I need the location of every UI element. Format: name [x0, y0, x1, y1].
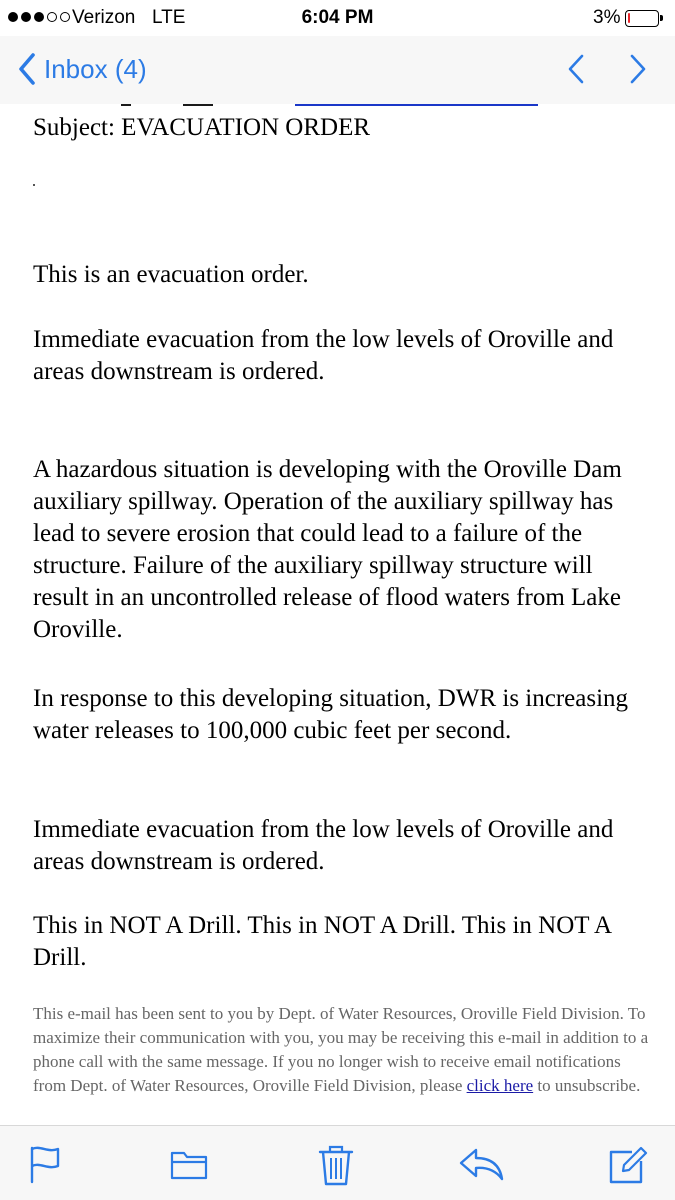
flag-button[interactable]	[28, 1144, 64, 1189]
back-to-inbox-button[interactable]	[18, 52, 147, 86]
chevron-right-icon	[629, 53, 647, 85]
stray-dot	[33, 184, 35, 186]
footer-text-end: to unsubscribe.	[533, 1076, 641, 1095]
battery-icon	[625, 10, 659, 27]
chevron-left-icon	[18, 53, 36, 85]
previous-message-button[interactable]	[567, 53, 585, 90]
flag-icon	[28, 1144, 64, 1184]
folder-icon	[170, 1144, 208, 1184]
reply-icon	[458, 1144, 504, 1184]
email-subject: Subject: EVACUATION ORDER	[33, 114, 371, 141]
carrier-name: Verizon	[72, 7, 136, 28]
email-paragraph: This is an evacuation order.	[33, 261, 309, 288]
bottom-toolbar	[0, 1125, 675, 1200]
network-type: LTE	[152, 7, 186, 28]
email-paragraph: A hazardous situation is developing with the Oroville Dam auxiliary spillway. Operation of the auxiliary spillway has lead to severe erosion that could lead to a failure of the structure. Failure of the auxiliary spillway structure will result in an uncontrolled release of flood waters from Lake Oroville.	[33, 456, 622, 643]
trash-icon	[318, 1144, 354, 1186]
delete-button[interactable]	[318, 1144, 354, 1191]
truncated-header-line	[33, 104, 653, 108]
email-paragraph: This in NOT A Drill. This in NOT A Drill. This in NOT A Drill.	[33, 912, 611, 971]
status-bar	[0, 0, 675, 36]
unsubscribe-link[interactable]: click here	[466, 1076, 534, 1095]
move-to-folder-button[interactable]	[170, 1144, 208, 1189]
reply-button[interactable]	[458, 1144, 504, 1189]
compose-icon	[608, 1144, 648, 1186]
email-paragraph: Immediate evacuation from the low levels of Oroville and areas downstream is ordered.	[33, 816, 614, 875]
chevron-left-icon	[567, 53, 585, 85]
email-paragraph: Immediate evacuation from the low levels of Oroville and areas downstream is ordered.	[33, 326, 614, 385]
next-message-button[interactable]	[629, 53, 647, 90]
back-button-label: Inbox (4)	[44, 53, 147, 84]
battery-percent: 3%	[593, 7, 621, 28]
footer-text: This e-mail has been sent to you by Dept. of Water Resources, Oroville Field Division. To maximize their communication with you, you may be receiving this e-mail in addition to a phone call with the same message. If you no longer wish to receive email notifications from Dept. of Water Resources, Oroville Field Division, please	[33, 1004, 649, 1095]
clock: 6:04 PM	[301, 7, 374, 28]
navigation-bar	[0, 36, 675, 104]
compose-button[interactable]	[608, 1144, 648, 1191]
email-paragraph: In response to this developing situation, DWR is increasing water releases to 100,000 cubic feet per second.	[33, 685, 629, 744]
unsubscribe-footer	[33, 1002, 653, 1098]
email-body	[33, 104, 653, 1124]
